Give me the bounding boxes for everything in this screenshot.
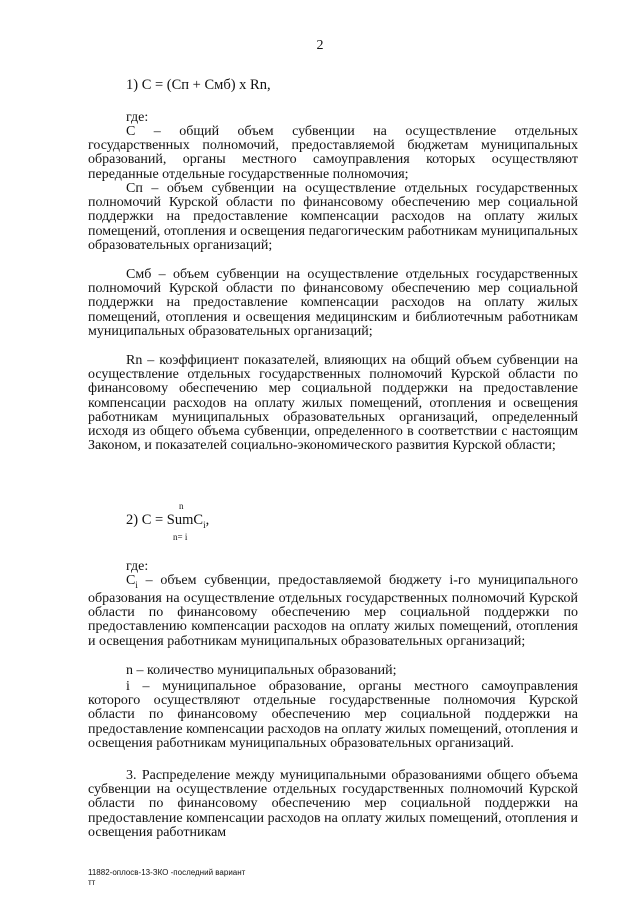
- paragraph-3: 3. Распределение между муниципальными образованиями общего объема субвенции на осуществление отдельных государственных полномочий Курской области по финансовому обеспечению мер социальной поддержки на предоставление компенсации расходов на оплату жилых помещений, отопления и освещения работникам: [88, 768, 578, 840]
- formula-2: [126, 512, 209, 530]
- page-number: 2: [316, 38, 324, 53]
- definition-ci: [88, 574, 578, 649]
- sum-lower-limit: n= i: [173, 532, 188, 542]
- footer-line-1: 11882-оплосв-13-ЗКО -последний вариант: [88, 868, 246, 877]
- footer: [88, 868, 245, 888]
- definition-n: n – количество муниципальных образований;: [126, 663, 397, 678]
- ci-subscript: i: [135, 579, 138, 590]
- ci-symbol: C: [126, 573, 136, 588]
- definition-rn: Rn – коэффициент показателей, влияющих на общий объем субвенции на осуществление отдельных государственных полномочий Курской области по финансовому обеспечению мер социальной поддержки на предоставление компенсации расходов на оплату жилых помещений, отопления и освещения работникам муниципальных образовательных организаций, определенный исходя из общего объема субвенции, определенного в соответствии с настоящим Законом, и показателей социально-экономического развития Курской области;: [88, 353, 578, 454]
- where-label-2: где:: [126, 559, 149, 574]
- formula-2-suffix: ,: [205, 512, 210, 528]
- where-label-1: где:: [126, 110, 149, 125]
- formula-2-subscript: i: [203, 519, 206, 530]
- ci-text: – объем субвенции, предоставляемой бюджету i-го муниципального образования на осуществление отдельных государственных полномочий Курской области по финансовому обеспечению мер социальной поддержки по предоставлению компенсации расходов на оплату жилых помещений, отопления и освещения работникам муниципальных образовательных организаций;: [88, 573, 578, 649]
- definition-cp: Сп – объем субвенции на осуществление отдельных государственных полномочий Курской области по финансовому обеспечению мер социальной поддержки на предоставление компенсации расходов на оплату жилых помещений, отопления и освещения педагогическим работникам муниципальных образовательных организаций;: [88, 181, 578, 253]
- formula-1: 1) С = (Сп + Смб) х Rn,: [126, 77, 271, 93]
- definition-i: i – муниципальное образование, органы местного самоуправления которого осуществляют отдельные государственные полномочия Курской области по финансовому обеспечению мер социальной поддержки на предоставление компенсации расходов на оплату жилых помещений, отопления и освещения работникам муниципальных образовательных организаций.: [88, 679, 578, 751]
- sum-upper-limit: n: [179, 501, 184, 511]
- footer-line-2: тт: [88, 878, 96, 887]
- definition-c: С – общий объем субвенции на осуществление отдельных государственных полномочий, предоставляемой бюджетам муниципальных образований, органы местного самоуправления которых осуществляют переданные отдельные государственные полномочия;: [88, 124, 578, 182]
- formula-2-prefix: 2) С = SumC: [126, 512, 204, 528]
- definition-cmb: Смб – объем субвенции на осуществление отдельных государственных полномочий Курской области по финансовому обеспечению мер социальной поддержки на предоставление компенсации расходов на оплату жилых помещений, отопления и освещения медицинским и библиотечным работникам муниципальных образовательных организаций;: [88, 267, 578, 339]
